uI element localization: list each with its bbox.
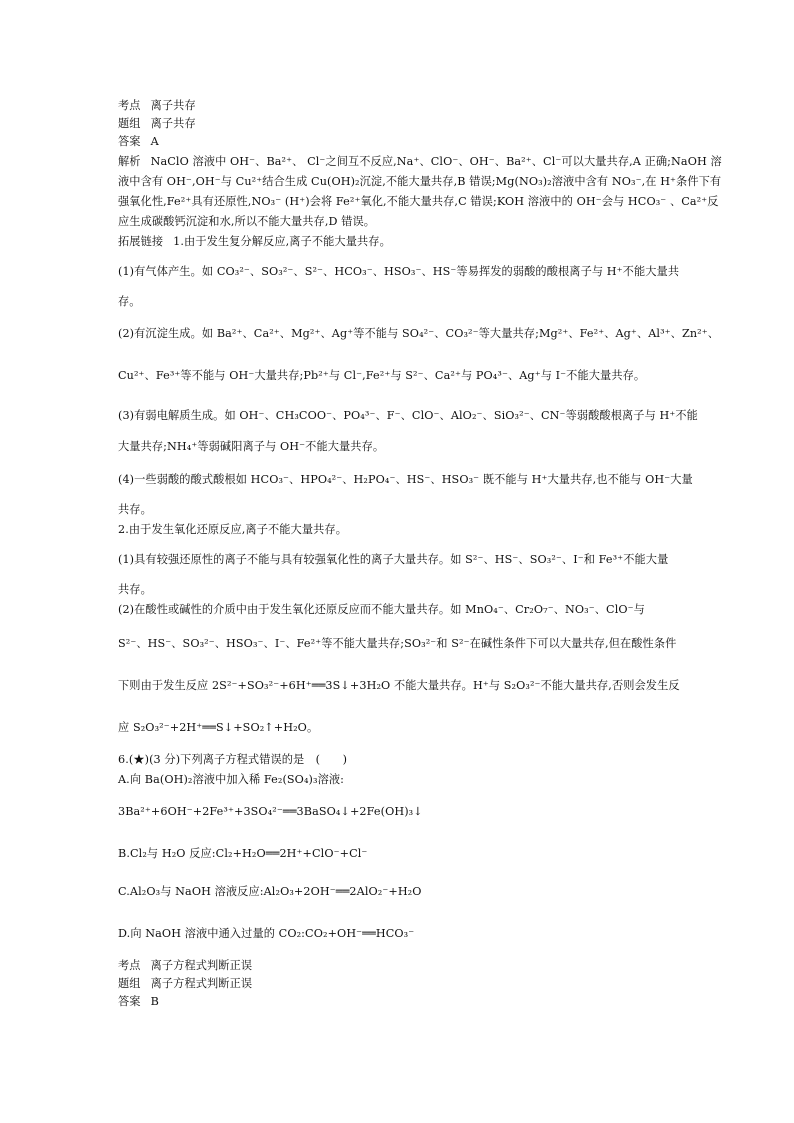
tuozhan-line: (2)在酸性或碱性的介质中由于发生氧化还原反应而不能大量共存。如 MnO₄⁻、Cr₂O₇⁻、NO₃⁻、ClO⁻与: [118, 603, 645, 616]
tuozhan-line: 2.由于发生氧化还原反应,离子不能大量共存。: [118, 523, 347, 536]
kaodian-value: 离子共存: [150, 99, 196, 112]
option-b: B.Cl₂与 H₂O 反应:Cl₂+H₂O══2H⁺+ClO⁻+Cl⁻: [118, 847, 368, 860]
daan-value: B: [150, 995, 159, 1008]
tuozhan-line: (4)一些弱酸的酸式酸根如 HCO₃⁻、HPO₄²⁻、H₂PO₄⁻、HS⁻、HSO₃⁻ 既不能与 H⁺大量共存,也不能与 OH⁻大量: [118, 473, 693, 486]
tuozhan-line: Cu²⁺、Fe³⁺等不能与 OH⁻大量共存;Pb²⁺与 Cl⁻,Fe²⁺与 S²⁻、Ca²⁺与 PO₄³⁻、Ag⁺与 I⁻不能大量共存。: [118, 369, 646, 382]
daan-line: [118, 134, 159, 150]
kaodian-label: 考点: [118, 99, 141, 112]
jiexi-label: 解析: [118, 155, 141, 168]
kaodian-line: [118, 98, 196, 114]
jiexi-line-2: 液中含有 OH⁻,OH⁻与 Cu²⁺结合生成 Cu(OH)₂沉淀,不能大量共存,B 错误;Mg(NO₃)₂溶液中含有 NO₃⁻,在 H⁺条件下有: [118, 175, 722, 188]
kaodian-value: 离子方程式判断正误: [150, 959, 253, 972]
option-a: A.向 Ba(OH)₂溶液中加入稀 Fe₂(SO₄)₃溶液:: [118, 773, 345, 786]
daan-label: 答案: [118, 135, 141, 148]
tuozhan-line: 下则由于发生反应 2S²⁻+SO₃²⁻+6H⁺══3S↓+3H₂O 不能大量共存。H⁺与 S₂O₃²⁻不能大量共存,否则会发生反: [118, 679, 680, 692]
kaodian-label: 考点: [118, 959, 141, 972]
daan-line-2: [118, 994, 159, 1010]
jiexi-text: NaClO 溶液中 OH⁻、Ba²⁺、 Cl⁻之间互不反应,Na⁺、ClO⁻、OH⁻、Ba²⁺、Cl⁻可以大量共存,A 正确;NaOH 溶: [150, 155, 722, 168]
tuozhan-line: (3)有弱电解质生成。如 OH⁻、CH₃COO⁻、PO₄³⁻、F⁻、ClO⁻、AlO₂⁻、SiO₃²⁻、CN⁻等弱酸酸根离子与 H⁺不能: [118, 409, 698, 422]
tuozhan-line: S²⁻、HS⁻、SO₃²⁻、HSO₃⁻、I⁻、Fe²⁺等不能大量共存;SO₃²⁻和 S²⁻在碱性条件下可以大量共存,但在酸性条件: [118, 637, 677, 650]
tuozhan-line: 应 S₂O₃²⁻+2H⁺══S↓+SO₂↑+H₂O。: [118, 721, 319, 734]
tuozhan-line: (1)有气体产生。如 CO₃²⁻、SO₃²⁻、S²⁻、HCO₃⁻、HSO₃⁻、HS⁻等易挥发的弱酸的酸根离子与 H⁺不能大量共: [118, 265, 680, 278]
tuozhan-label: 拓展链接: [118, 235, 164, 248]
tuozhan-line: 共存。: [118, 583, 152, 596]
tuozhan-line: 共存。: [118, 503, 152, 516]
jiexi-line-3: 强氧化性,Fe²⁺具有还原性,NO₃⁻ (H⁺)会将 Fe²⁺氧化,不能大量共存,C 错误;KOH 溶液中的 OH⁻会与 HCO₃⁻ 、Ca²⁺反: [118, 195, 719, 208]
kaodian-line-2: [118, 958, 252, 974]
tizu-label: 题组: [118, 117, 141, 130]
option-a-equation: 3Ba²⁺+6OH⁻+2Fe³⁺+3SO₄²⁻══3BaSO₄↓+2Fe(OH)₃↓: [118, 805, 423, 818]
jiexi-line-1: [118, 154, 722, 170]
tizu-line-2: [118, 976, 252, 992]
tuozhan-line: (1)具有较强还原性的离子不能与具有较强氧化性的离子大量共存。如 S²⁻、HS⁻、SO₃²⁻、I⁻和 Fe³⁺不能大量: [118, 553, 669, 566]
tuozhan-line: 大量共存;NH₄⁺等弱碱阳离子与 OH⁻不能大量共存。: [118, 440, 385, 453]
tizu-line: [118, 116, 196, 132]
option-d: D.向 NaOH 溶液中通入过量的 CO₂:CO₂+OH⁻══HCO₃⁻: [118, 927, 415, 940]
tuozhan-line: 存。: [118, 295, 141, 308]
tizu-value: 离子共存: [150, 117, 196, 130]
tizu-label: 题组: [118, 977, 141, 990]
daan-label: 答案: [118, 995, 141, 1008]
tuozhan-heading: [118, 234, 391, 250]
tizu-value: 离子方程式判断正误: [150, 977, 253, 990]
question-stem: 6.(★)(3 分)下列离子方程式错误的是 ( ): [118, 753, 348, 766]
tuozhan-line: (2)有沉淀生成。如 Ba²⁺、Ca²⁺、Mg²⁺、Ag⁺等不能与 SO₄²⁻、CO₃²⁻等大量共存;Mg²⁺、Fe²⁺、Ag⁺、Al³⁺、Zn²⁺、: [118, 327, 720, 340]
daan-value: A: [150, 135, 159, 148]
option-c: C.Al₂O₃与 NaOH 溶液反应:Al₂O₃+2OH⁻══2AlO₂⁻+H₂O: [118, 885, 422, 898]
jiexi-line-4: 应生成碳酸钙沉淀和水,所以不能大量共存,D 错误。: [118, 215, 376, 228]
tuozhan-text: 1.由于发生复分解反应,离子不能大量共存。: [173, 235, 391, 248]
